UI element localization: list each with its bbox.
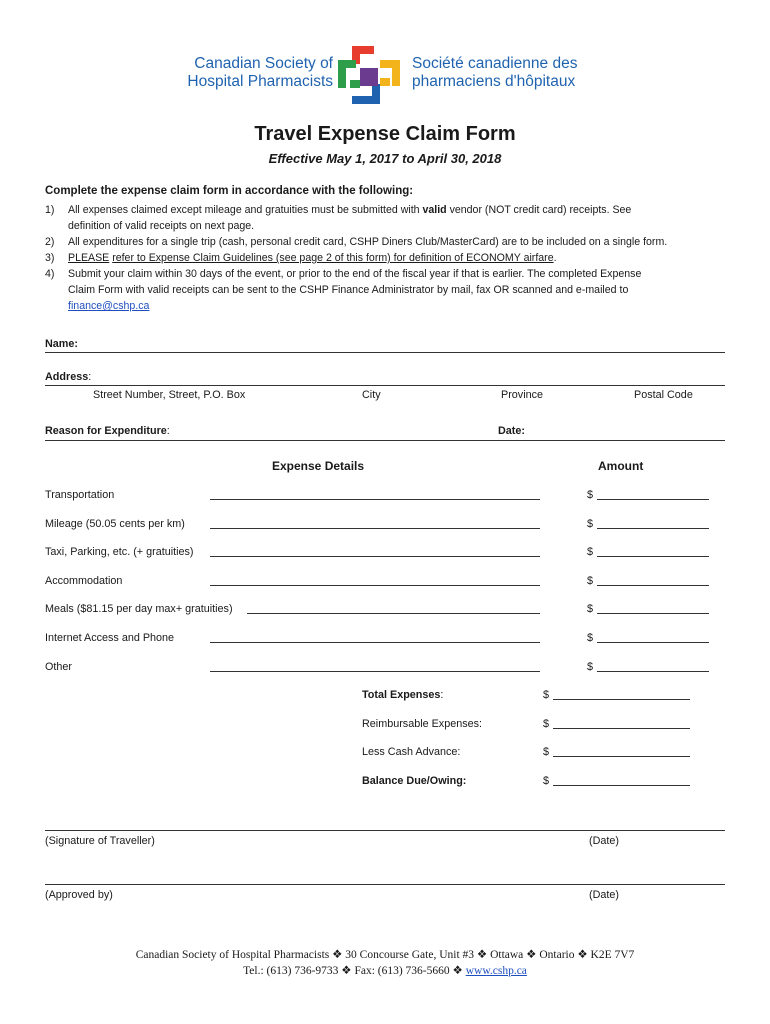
instruction-number: 3)	[45, 252, 55, 264]
amount-field-accommodation[interactable]	[597, 585, 709, 586]
expense-label-accommodation: Accommodation	[45, 575, 123, 587]
form-subtitle: Effective May 1, 2017 to April 30, 2018	[268, 151, 502, 166]
expense-label-meals: Meals ($81.15 per day max+ gratuities)	[45, 603, 233, 615]
expense-label-taxi-parking: Taxi, Parking, etc. (+ gratuities)	[45, 546, 194, 558]
instruction-text: Claim Form with valid receipts can be sent to the CSHP Finance Administrator by mail, fax OR scanned and e-mailed to	[68, 284, 629, 296]
instruction-text: vendor (NOT credit card) receipts. See	[446, 204, 632, 216]
dollar-sign: $	[587, 603, 594, 615]
street-caption: Street Number, Street, P.O. Box	[93, 389, 246, 401]
address-label-text: Address	[45, 371, 89, 383]
expense-line-internet-phone[interactable]	[210, 642, 540, 643]
instruction-number: 2)	[45, 236, 55, 248]
postal-code-caption: Postal Code	[634, 389, 693, 401]
total-expenses-field[interactable]	[553, 699, 690, 700]
amount-field-other[interactable]	[597, 671, 709, 672]
instructions-heading: Complete the expense claim form in accordance with the following:	[45, 185, 414, 197]
logo-french-line2: pharmaciens d'hôpitaux	[412, 73, 576, 90]
expense-label-other: Other	[45, 661, 73, 673]
total-expenses-label	[362, 689, 443, 701]
expense-details-heading: Expense Details	[272, 459, 365, 473]
expense-line-accommodation[interactable]	[210, 585, 540, 586]
dollar-sign: $	[543, 689, 550, 701]
footer-contact	[0, 963, 770, 979]
cash-advance-label: Less Cash Advance:	[362, 746, 461, 758]
cash-advance-field[interactable]	[553, 756, 690, 757]
expense-label-mileage: Mileage (50.05 cents per km)	[45, 518, 185, 530]
name-field[interactable]	[45, 352, 725, 353]
traveller-signature-line[interactable]	[45, 830, 725, 831]
approver-date-caption: (Date)	[589, 889, 619, 901]
reason-label-text: Reason for Expenditure	[45, 425, 167, 437]
instruction-text: All expenditures for a single trip (cash, personal credit card, CSHP Diners Club/MasterCard) are to be included on a single form.	[68, 236, 668, 248]
dollar-sign: $	[587, 546, 594, 558]
amount-field-meals[interactable]	[597, 613, 709, 614]
dollar-sign: $	[587, 575, 594, 587]
reimbursable-expenses-field[interactable]	[553, 728, 690, 729]
expense-line-taxi-parking[interactable]	[210, 556, 540, 557]
dollar-sign: $	[543, 746, 550, 758]
amount-field-transportation[interactable]	[597, 499, 709, 500]
dollar-sign: $	[587, 661, 594, 673]
logo-french-line1: Société canadienne des	[412, 55, 578, 72]
traveller-signature-caption: (Signature of Traveller)	[45, 835, 155, 847]
cshp-logo-icon	[336, 44, 402, 106]
instruction-text: definition of valid receipts on next page.	[68, 220, 255, 232]
dollar-sign: $	[587, 632, 594, 644]
footer-phone-fax: Tel.: (613) 736-9733 ❖ Fax: (613) 736-5660 ❖	[243, 965, 466, 977]
address-field[interactable]	[45, 385, 725, 386]
reason-field[interactable]	[45, 440, 725, 441]
logo-text-french	[412, 55, 612, 91]
expense-line-mileage[interactable]	[210, 528, 540, 529]
instruction-item-2	[45, 234, 725, 250]
expense-label-transportation: Transportation	[45, 489, 115, 501]
reason-label	[45, 425, 170, 437]
balance-due-label: Balance Due/Owing:	[362, 775, 467, 787]
expense-line-meals[interactable]	[247, 613, 540, 614]
amount-field-mileage[interactable]	[597, 528, 709, 529]
logo-english-line2: Hospital Pharmacists	[187, 73, 333, 90]
reason-colon: :	[166, 425, 170, 437]
dollar-sign: $	[587, 489, 594, 501]
dollar-sign: $	[543, 775, 550, 787]
instructions-list	[45, 202, 725, 314]
dollar-sign: $	[587, 518, 594, 530]
logo-text-english	[158, 55, 333, 91]
amount-field-internet-phone[interactable]	[597, 642, 709, 643]
expense-label-internet-phone: Internet Access and Phone	[45, 632, 175, 644]
province-caption: Province	[501, 389, 544, 401]
approver-signature-line[interactable]	[45, 884, 725, 885]
instruction-bold-text: valid	[422, 204, 447, 216]
address-colon: :	[88, 371, 92, 383]
expense-line-other[interactable]	[210, 671, 540, 672]
guidelines-reference: refer to Expense Claim Guidelines (see page 2 of this form) for definition of ECONOMY airfare	[112, 252, 554, 264]
reimbursable-expenses-label: Reimbursable Expenses:	[362, 718, 483, 730]
instruction-item-4	[45, 266, 725, 314]
amount-field-taxi-parking[interactable]	[597, 556, 709, 557]
total-expenses-text: Total Expenses	[362, 689, 441, 701]
instruction-number: 4)	[45, 268, 55, 280]
instruction-text: Submit your claim within 30 days of the event, or prior to the end of the fiscal year if that is earlier. The completed Expense	[68, 268, 642, 280]
instruction-item-1	[45, 202, 725, 234]
instruction-underlined-text: PLEASE	[68, 252, 110, 264]
logo-english-line1: Canadian Society of	[194, 55, 333, 72]
finance-email-link[interactable]: finance@cshp.ca	[68, 300, 150, 312]
expense-line-transportation[interactable]	[210, 499, 540, 500]
approved-by-caption: (Approved by)	[45, 889, 113, 901]
instruction-text: All expenses claimed except mileage and gratuities must be submitted with	[68, 204, 423, 216]
date-label: Date:	[498, 425, 525, 437]
footer-address: Canadian Society of Hospital Pharmacists ❖ 30 Concourse Gate, Unit #3 ❖ Ottawa ❖ Ontario ❖ K2E 7V7	[135, 949, 635, 961]
traveller-date-caption: (Date)	[589, 835, 619, 847]
instruction-number: 1)	[45, 204, 55, 216]
total-expenses-colon: :	[440, 689, 444, 701]
balance-due-field[interactable]	[553, 785, 690, 786]
form-title: Travel Expense Claim Form	[254, 123, 516, 145]
website-link[interactable]: www.cshp.ca	[465, 965, 527, 977]
address-label	[45, 371, 91, 383]
name-label: Name:	[45, 338, 79, 350]
amount-heading: Amount	[598, 459, 644, 473]
instruction-text: .	[553, 252, 557, 264]
dollar-sign: $	[543, 718, 550, 730]
city-caption: City	[362, 389, 381, 401]
instruction-item-3	[45, 250, 725, 266]
